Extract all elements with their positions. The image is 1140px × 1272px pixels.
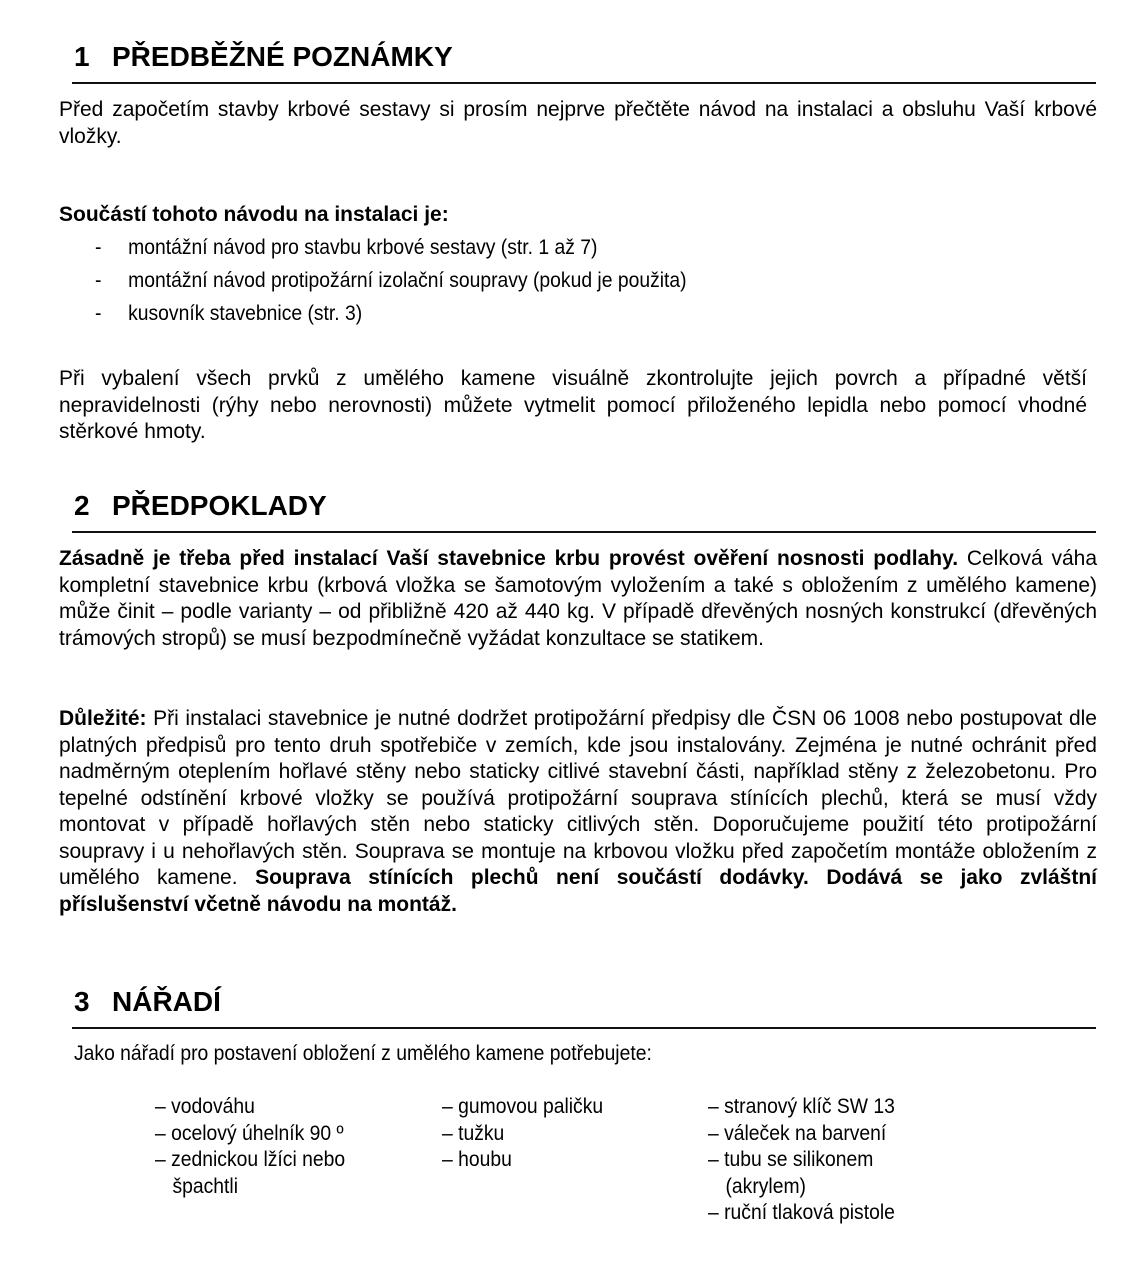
bullet-dash: - [95, 302, 102, 325]
list-item [95, 235, 597, 261]
tool-item: – váleček na barvení [708, 1121, 887, 1145]
bullet-dash: - [95, 269, 102, 292]
contents-list-title: Součástí tohoto návodu na instalaci je: [59, 203, 449, 226]
tool-item-continuation: špachtli [172, 1174, 238, 1198]
tool-item: – vodováhu [155, 1095, 255, 1118]
floor-capacity-text: Celková váha kompletní stavebnice krbu (krbová vložka se šamotovým vyložením a také s obložením z umělého kamene) může činit – podle varianty – od přibližně 420 až 440 kg. V případě dřevěných nosných konstrukcí (dřevěných trámových stropů) se musí bezpodmínečně vyžádat konzultace se statikem. [59, 547, 1097, 650]
tool-item: – gumovou paličku [442, 1095, 604, 1118]
tool-item: – zednickou lžíci nebo [155, 1148, 346, 1171]
bullet-dash: - [95, 236, 102, 259]
section-1-intro: Před započetím stavby krbové sestavy si prosím nejprve přečtěte návod na instalaci a obsluhu Vaší krbové vložky. [59, 98, 1097, 148]
section-number: 2 [74, 490, 90, 521]
important-paragraph [59, 706, 1097, 918]
list-item-text: montážní návod protipožární izolační soupravy (pokud je použita) [128, 269, 687, 292]
section-title: NÁŘADÍ [112, 986, 221, 1017]
tool-item: – ruční tlaková pistole [708, 1201, 895, 1224]
list-item-text: kusovník stavebnice (str. 3) [128, 302, 363, 325]
shield-kit-note: Souprava stínících plechů není součástí dodávky. Dodává se jako zvláštní příslušenství včetně návodu na montáž. [59, 866, 1097, 916]
tool-item: – ocelový úhelník 90 º [155, 1121, 344, 1145]
tool-item: – stranový klíč SW 13 [708, 1095, 895, 1118]
list-item-text: montážní návod pro stavbu krbové sestavy (str. 1 až 7) [128, 236, 598, 259]
section-2-heading [72, 489, 1096, 533]
tools-column-2 [442, 1094, 603, 1174]
section-number: 3 [74, 986, 90, 1017]
tool-item: – tubu se silikonem [708, 1148, 874, 1171]
section-number: 1 [74, 41, 90, 72]
list-item [95, 301, 362, 327]
section-3-heading [72, 985, 1096, 1029]
important-text: Při instalaci stavebnice je nutné dodržet protipožární předpisy dle ČSN 06 1008 nebo postupovat dle platných předpisů pro tento druh spotřebiče v zemích, kde jsou instalovány. Zejména je nutné ochránit před nadměrným oteplením hořlavé stěny nebo staticky citlivé stavební části, například stěny z železobetonu. Pro tepelné odstínění krbové vložky se používá protipožární souprava stínících plechů, která se musí vždy montovat v případě hořlavých stěn nebo staticky citlivých stěn. Doporučujeme použití této protipožární soupravy i u nehořlavých stěn. Souprava se montuje na krbovou vložku před započetím montáže obložením z umělého kamene. [59, 707, 1097, 889]
unpacking-note: Při vybalení všech prvků z umělého kamene visuálně zkontrolujte jejich povrch a případné větší nepravidelnosti (rýhy nebo nerovnosti) můžete vytmelit pomocí přiloženého lepidla nebo pomocí vhodné stěrkové hmoty. [59, 367, 1087, 443]
tool-item-continuation: (akrylem) [725, 1174, 806, 1198]
floor-capacity-paragraph [59, 546, 1097, 652]
list-item [95, 268, 687, 294]
section-1-heading [72, 40, 1096, 84]
tools-column-3 [708, 1094, 895, 1227]
tools-intro: Jako nářadí pro postavení obložení z umělého kamene potřebujete: [74, 1042, 652, 1065]
floor-capacity-warning: Zásadně je třeba před instalací Vaší stavebnice krbu provést ověření nosnosti podlahy. [59, 547, 959, 570]
tool-item: – tužku [442, 1121, 505, 1145]
section-title: PŘEDPOKLADY [112, 490, 327, 521]
tools-column-1 [155, 1094, 345, 1200]
tool-item: – houbu [442, 1148, 512, 1171]
section-title: PŘEDBĚŽNÉ POZNÁMKY [112, 41, 453, 72]
important-label: Důležité: [59, 707, 147, 730]
